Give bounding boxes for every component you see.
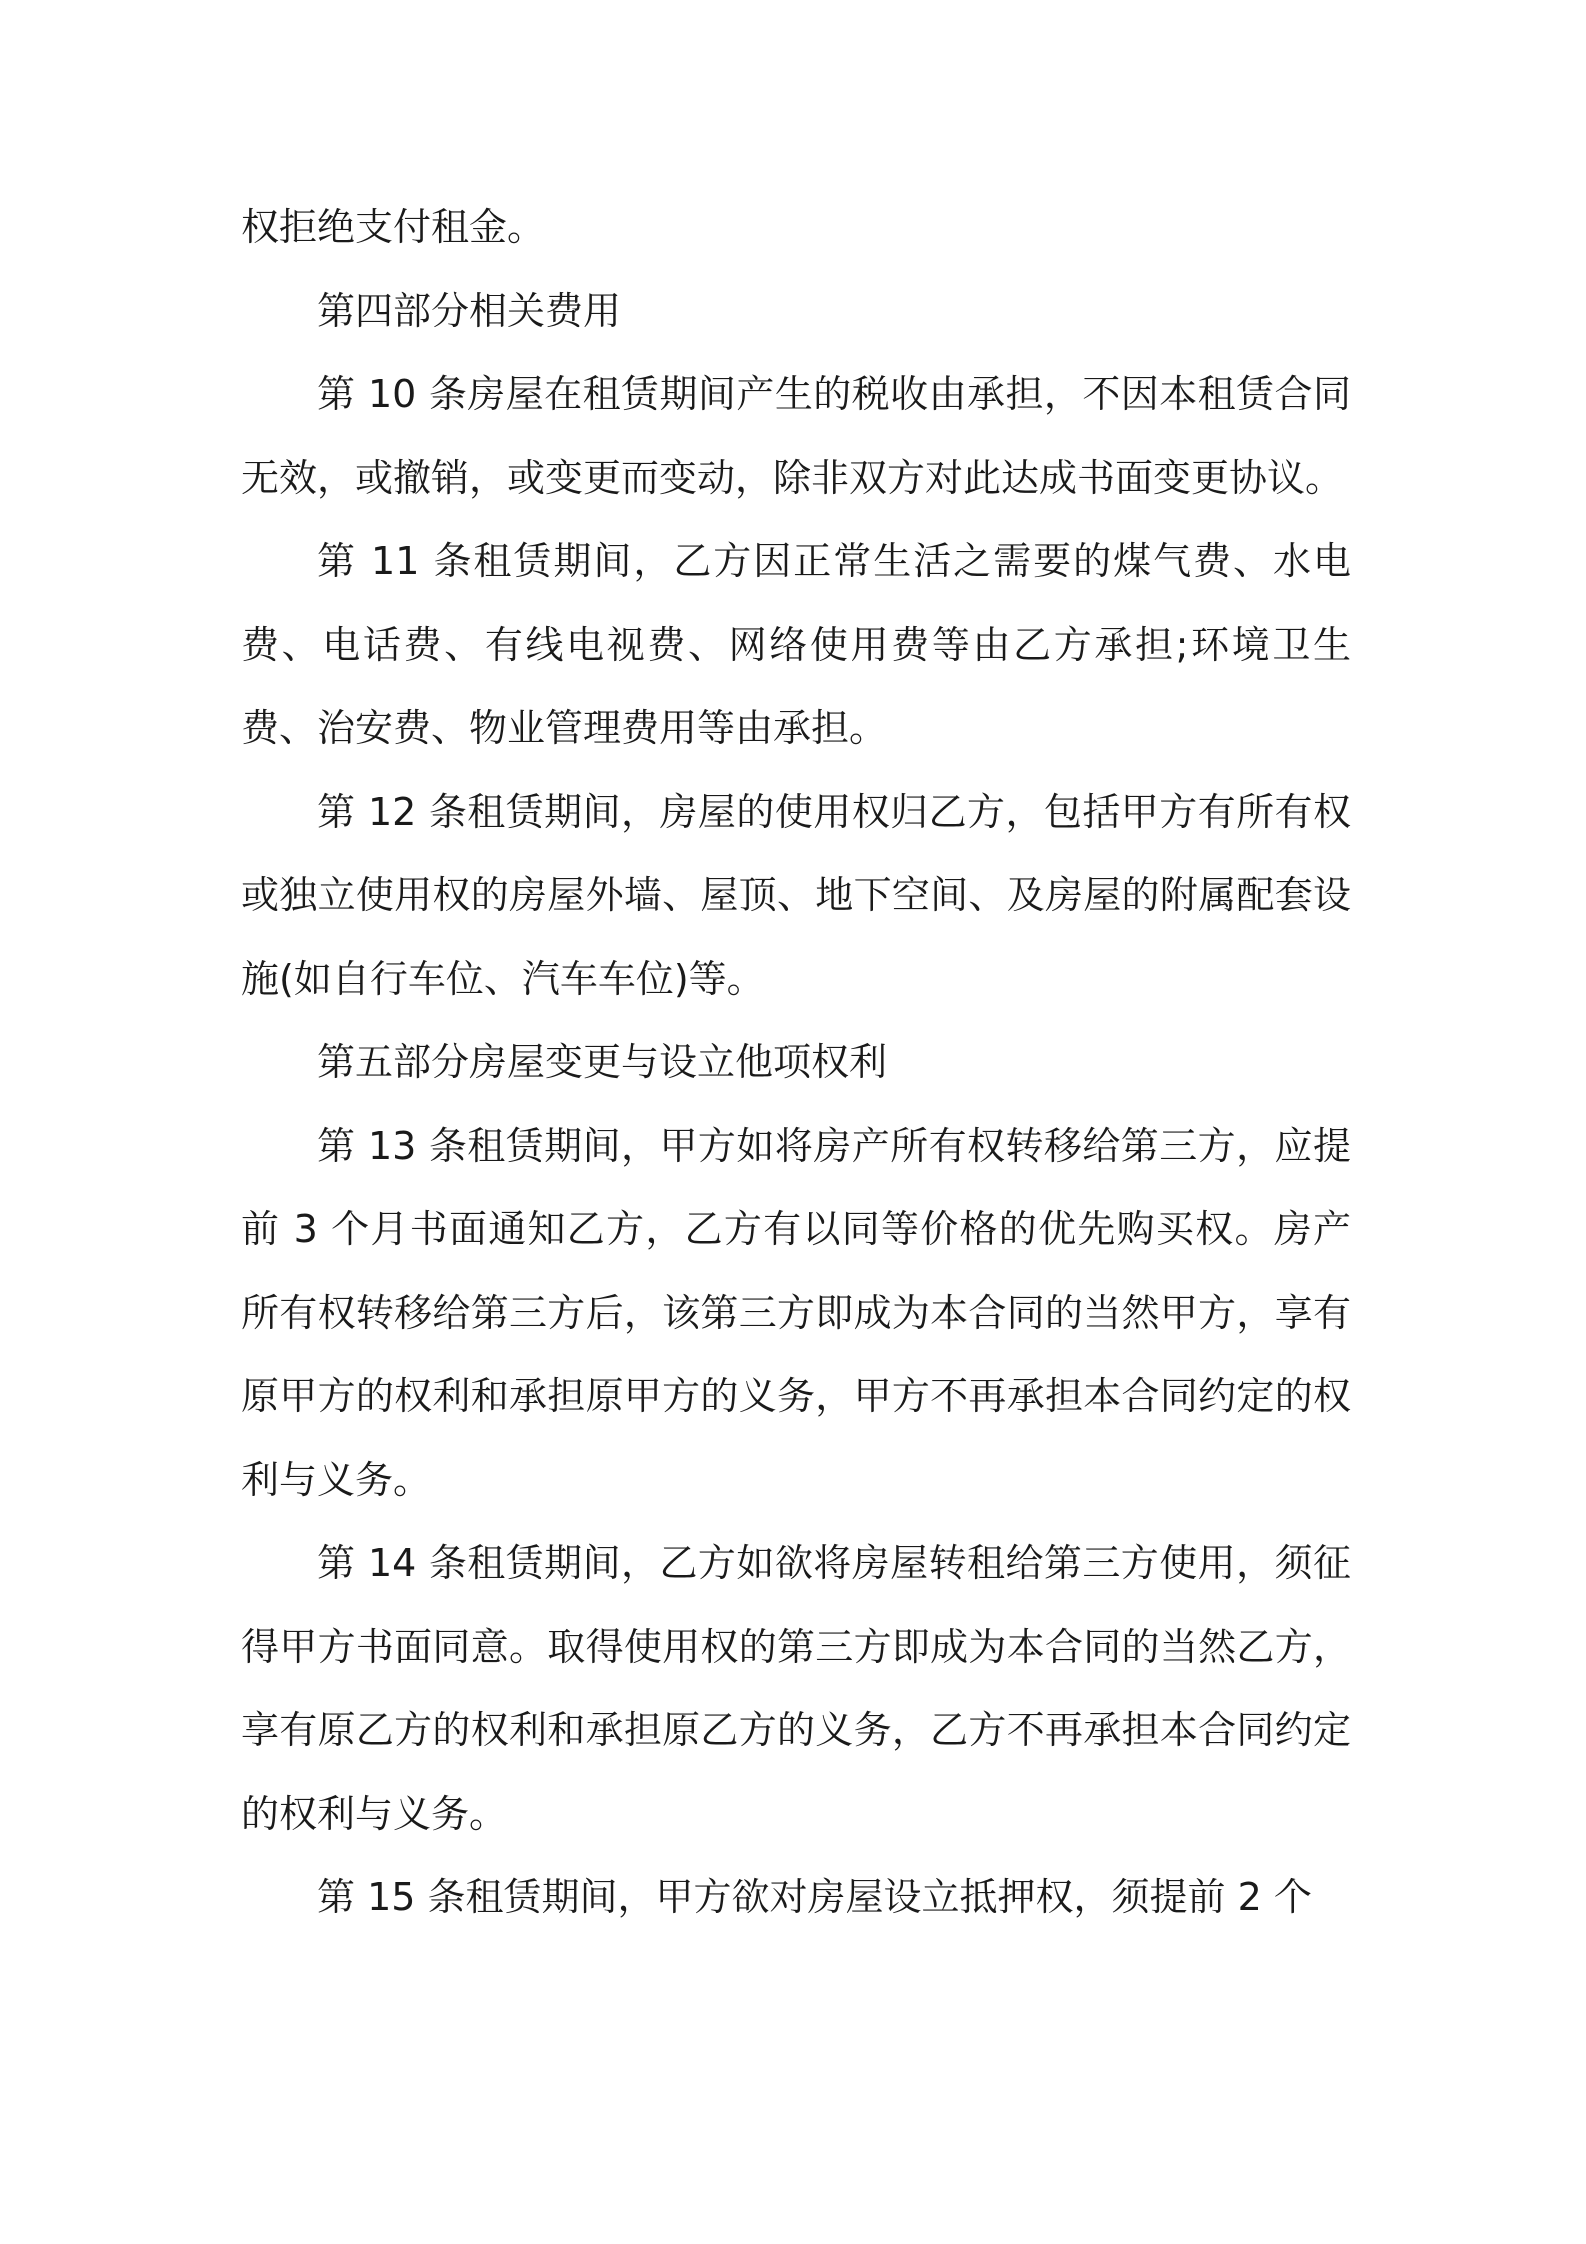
clause-15: 第 15 条租赁期间，甲方欲对房屋设立抵押权，须提前 2 个: [317, 1875, 1312, 1919]
section-heading-part-five: 第五部分房屋变更与设立他项权利: [317, 1040, 888, 1084]
clause-13: 第 13 条租赁期间，甲方如将房产所有权转移给第三方，应提前 3 个月书面通知乙方，乙方有以同等价格的优先购买权。房产所有权转移给第三方后，该第三方即成为本合同的当然甲方，享有原甲方的权利和承担原甲方的义务，甲方不再承担本合同约定的权利与义务。: [241, 1123, 1351, 1502]
clause-14: 第 14 条租赁期间，乙方如欲将房屋转租给第三方使用，须征得甲方书面同意。取得使用权的第三方即成为本合同的当然乙方，享有原乙方的权利和承担原乙方的义务，乙方不再承担本合同约定的权利与义务。: [241, 1541, 1351, 1836]
document-body: [241, 186, 1351, 1940]
clause-12: 第 12 条租赁期间，房屋的使用权归乙方，包括甲方有所有权或独立使用权的房屋外墙、屋顶、地下空间、及房屋的附属配套设施(如自行车位、汽车车位)等。: [241, 789, 1351, 1001]
clause-10: 第 10 条房屋在租赁期间产生的税收由承担，不因本租赁合同无效，或撤销，或变更而变动，除非双方对此达成书面变更协议。: [241, 372, 1351, 500]
paragraph-continuation: 权拒绝支付租金。: [241, 205, 546, 249]
section-heading-part-four: 第四部分相关费用: [317, 288, 622, 333]
clause-11: 第 11 条租赁期间，乙方因正常生活之需要的煤气费、水电费、电话费、有线电视费、网络使用费等由乙方承担;环境卫生费、治安费、物业管理费用等由承担。: [241, 539, 1351, 750]
